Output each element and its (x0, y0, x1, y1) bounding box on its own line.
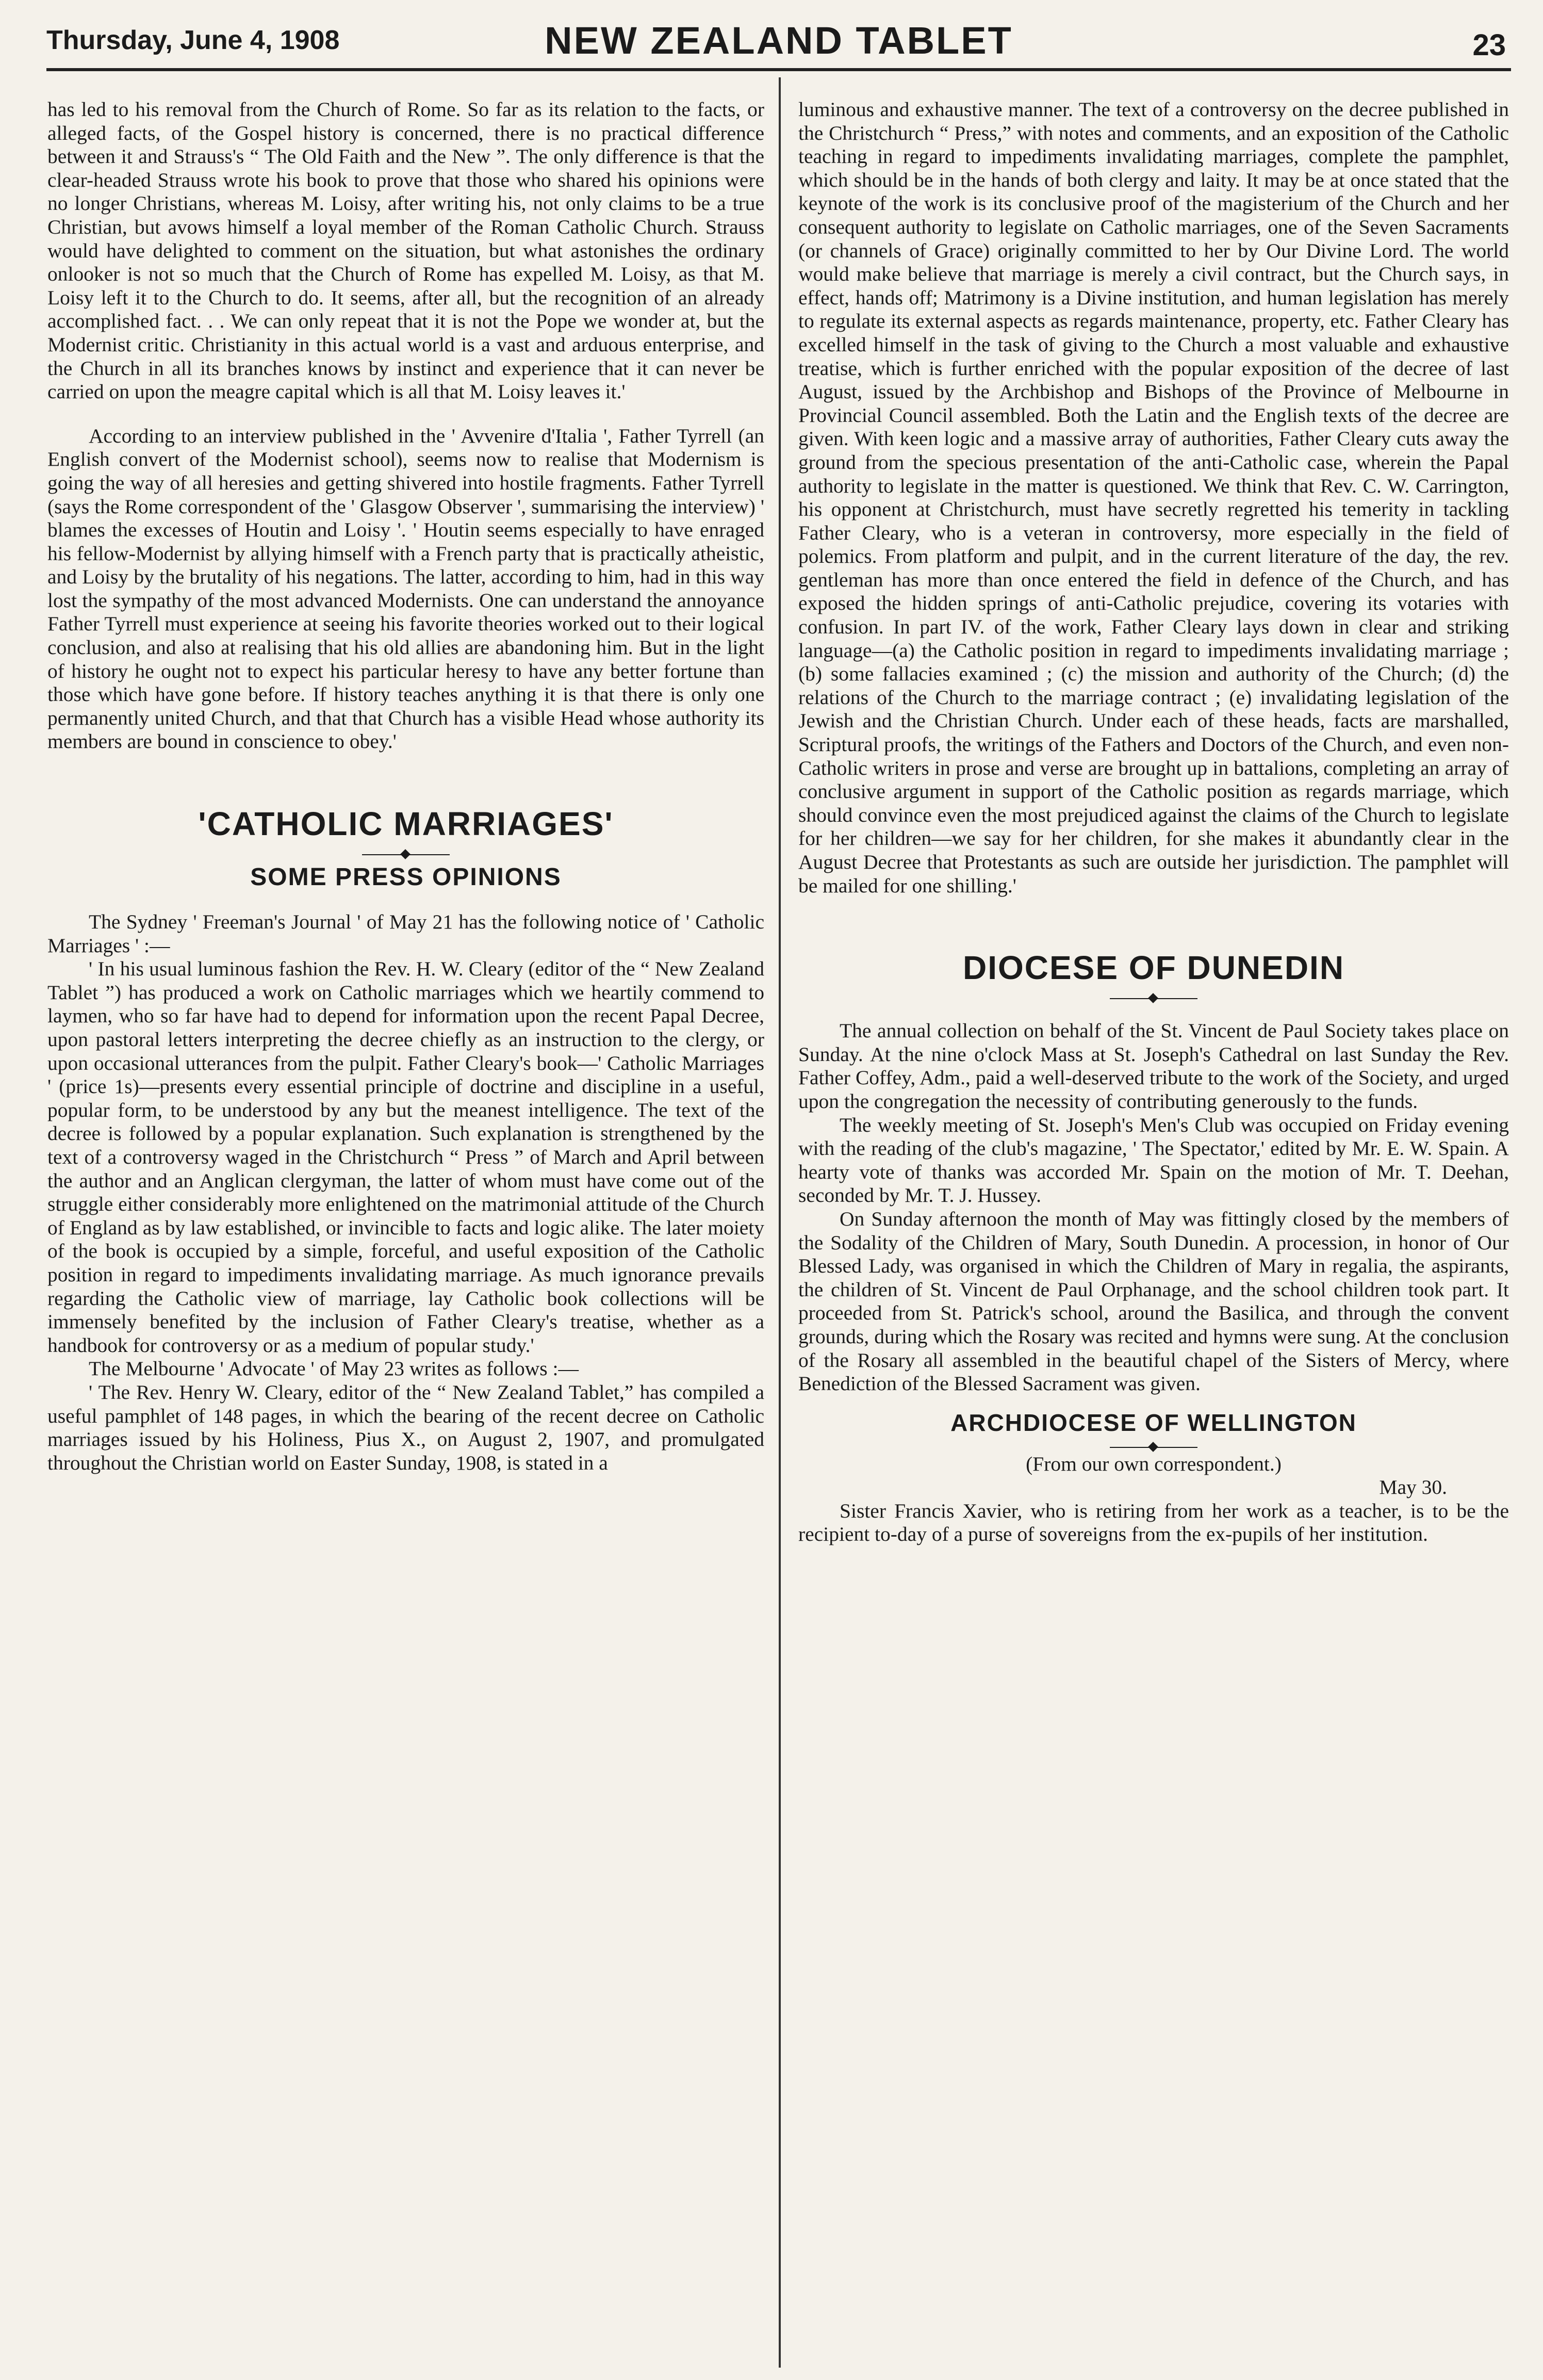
archdiocese-wellington-heading: ARCHDIOCESE OF WELLINGTON (950, 1409, 1357, 1436)
article-continuation: has led to his removal from the Church of Rome. So far as its relation to the facts, or alleged facts, of the Gospel history is concerned, there is no practical difference between it and Strauss's “ The Old Faith and the New ”. The only difference is that the clear-headed Strauss wrote his book to prove that those who shared his opinions were no longer Christians, whereas M. Loisy, after writing his, not only claims to be a true Christian, but avows himself a loyal member of the Roman Catholic Church. Strauss would have delighted to comment on the situation, but what astonishes the ordinary onlooker is not so much that the Church of Rome has expelled M. Loisy, as that M. Loisy left it to the Church to do. It seems, after all, but the recognition of an already accomplished fact. . . We can only repeat that it is not the Pope we wonder at, but the Modernist critic. Christianity in this actual world is a vast and arduous enterprise, and the Church in all its branches knows by instinct and experience that it can never be carried on upon the meagre capital which is all that M. Loisy leaves it.' (47, 98, 764, 403)
correspondent-line: (From our own correspondent.) (1026, 1452, 1282, 1475)
freemans-journal-quote: ' In his usual luminous fashion the Rev. H. W. Cleary (editor of the “ New Zealand Tablet ”) has produced a work on Catholic marriages which we heartily commend to laymen, who so far have had to depend for information upon the recent Papal Decree, upon pastoral letters interpreting the decree chiefly as an instruction to the clergy, or upon occasional utterances from the pulpit. Father Cleary's book—' Catholic Marriages ' (price 1s)—presents every essential principle of doctrine and discipline in a useful, popular form, to be understood by any but the meanest intelligence. The text of the decree is followed by a popular explanation. Such explanation is strengthened by the text of a controversy waged in the Christchurch “ Press ” of March and April between the author and an Anglican clergyman, the latter of whom must have come out of the struggle either considerably more enlightened on the matrimonial attitude of the Church of England as by law established, or invincible to facts and logic alike. The later moiety of the book is occupied by a simple, forceful, and useful exposition of the Catholic position in regard to impediments invalidating marriage. As much ignorance prevails regarding the Catholic view of marriage, lay Catholic book collections will be immensely benefited by the inclusion of Father Cleary's treatise, whether as a handbook for controversy or as a medium of popular study.' (47, 957, 764, 1357)
diocese-dunedin-heading: DIOCESE OF DUNEDIN (962, 949, 1345, 987)
right-column (798, 98, 1509, 2368)
dunedin-paragraph-3: On Sunday afternoon the month of May was fittingly closed by the members of the Sodality of the Children of Mary, South Dunedin. A procession, in honor of Our Blessed Lady, was organised in which the Children of Mary in regalia, the aspirants, the children of St. Vincent de Paul Orphanage, and the school children took part. It proceeded from St. Patrick's school, around the Basilica, and through the convent grounds, during which the Rosary was recited and hymns were sung. At the conclusion of the Rosary all assembled in the beautiful chapel of the Sisters of Mercy, where Benediction of the Blessed Sacrament was given. (798, 1207, 1509, 1395)
tyrrell-paragraph: According to an interview published in the ' Avvenire d'Italia ', Father Tyrrell (an English convert of the Modernist school), seems now to realise that Modernism is going the way of all heresies and getting shivered into hostile fragments. Father Tyrrell (says the Rome correspondent of the ' Glasgow Observer ', summarising the interview) ' blames the excesses of Houtin and Loisy '. ' Houtin seems especially to have enraged his fellow-Modernist by allying himself with a French party that is practically atheistic, and Loisy by the brutality of his negations. The latter, according to him, had in this way lost the sympathy of the most advanced Modernists. One can understand the annoyance Father Tyrrell must experience at seeing his favorite theories worked out to their logical conclusion, and also at realising that his old allies are abandoning him. But in the light of history he ought not to expect his particular heresy to have any better fortune than those which have gone before. If history teaches anything it is that there is only one permanently united Church, and that that Church has a visible Head whose authority its members are bound in conscience to obey.' (47, 424, 764, 753)
dispatch-date: May 30. (1379, 1476, 1447, 1499)
wellington-paragraph-1: Sister Francis Xavier, who is retiring from her work as a teacher, is to be the recipient to-day of a purse of sovereigns from the ex-pupils of her institution. (798, 1499, 1509, 1546)
catholic-marriages-heading: 'CATHOLIC MARRIAGES' (198, 805, 614, 843)
freemans-journal-intro: The Sydney ' Freeman's Journal ' of May 21 has the following notice of ' Catholic Marriages ' :— (47, 910, 764, 957)
dateline: Thursday, June 4, 1908 (46, 25, 340, 55)
ornament-divider (1110, 1442, 1197, 1453)
column-divider (779, 77, 781, 2368)
ornament-divider (362, 850, 450, 860)
press-opinions-subheading: SOME PRESS OPINIONS (250, 863, 562, 891)
dunedin-paragraph-2: The weekly meeting of St. Joseph's Men's Club was occupied on Friday evening with the reading of the club's magazine, ' The Spectator,' edited by Mr. E. W. Spain. A hearty vote of thanks was accorded Mr. Spain on the motion of Mr. T. Deehan, seconded by Mr. T. J. Hussey. (798, 1113, 1509, 1207)
masthead-title: NEW ZEALAND TABLET (545, 19, 1013, 62)
header-rule (46, 68, 1511, 71)
ornament-divider (1110, 993, 1197, 1004)
dunedin-paragraph-1: The annual collection on behalf of the St. Vincent de Paul Society takes place on Sunday. At the nine o'clock Mass at St. Joseph's Cathedral on last Sunday the Rev. Father Coffey, Adm., paid a well-deserved tribute to the work of the Society, and urged upon the congregation the necessity of contributing generously to the funds. (798, 1019, 1509, 1113)
advocate-intro: The Melbourne ' Advocate ' of May 23 writes as follows :— (89, 1357, 579, 1380)
page-number: 23 (1472, 28, 1506, 62)
advocate-quote-continued: luminous and exhaustive manner. The text of a controversy on the decree published in the Christchurch “ Press,” with notes and comments, and an exposition of the Catholic teaching in regard to impediments invalidating marriages, complete the pamphlet, which should be in the hands of both clergy and laity. It may be at once stated that the keynote of the work is its conclusive proof of the magisterium of the Church and her consequent authority to legislate on Catholic marriages, one of the Seven Sacraments (or channels of Grace) originally committed to her by Our Divine Lord. The world would make believe that marriage is merely a civil contract, but the Church says, in effect, hands off; Matrimony is a Divine institution, and human legislation has merely to regulate its external aspects as regards maintenance, property, etc. Father Cleary has excelled himself in the task of giving to the Church a most valuable and exhaustive treatise, which is further enriched with the popular exposition of the decree of last August, issued by the Archbishop and Bishops of the Province of Melbourne in Provincial Council assembled. Both the Latin and the English texts of the decree are given. With keen logic and a massive array of authorities, Father Cleary cuts away the ground from the specious presentation of the anti-Catholic case, wherein the Papal authority to legislate in the matter is questioned. We think that Rev. C. W. Carrington, his opponent at Christchurch, must have secretly regretted his temerity in tackling Father Cleary, who is a veteran in controversy, more especially in the field of polemics. From platform and pulpit, and in the current literature of the day, the rev. gentleman has more than once entered the field in defence of the Church, and has exposed the hidden springs of anti-Catholic prejudice, covering its votaries with confusion. In part IV. of the work, Father Cleary lays down in clear and striking language—(a) the Catholic position in regard to impediments invalidating marriage ; (b) some fallacies examined ; (c) the mission and authority of the Church; (d) the relations of the Church to the marriage contract ; (e) invalidating legislation of the Jewish and the Christian Church. Under each of these heads, facts are marshalled, Scriptural proofs, the writings of the Fathers and Doctors of the Church, and even non-Catholic writers in prose and verse are brought up in battalions, completing an array of conclusive argument in support of the Catholic position as regards marriage, which should convince even the most prejudiced against the claims of the Church to legislate for her children—we say for her children, for she makes it abundantly clear in the August Decree that Protestants as such are outside her jurisdiction. The pamphlet will be mailed for one shilling.' (798, 98, 1509, 897)
advocate-quote: ' The Rev. Henry W. Cleary, editor of the “ New Zealand Tablet,” has compiled a useful pamphlet of 148 pages, in which the bearing of the recent decree on Catholic marriages issued by his Holiness, Pius X., on August 2, 1907, and promulgated throughout the Christian world on Easter Sunday, 1908, is stated in a (47, 1380, 764, 1474)
left-column (47, 98, 764, 2368)
page-header (46, 15, 1511, 67)
